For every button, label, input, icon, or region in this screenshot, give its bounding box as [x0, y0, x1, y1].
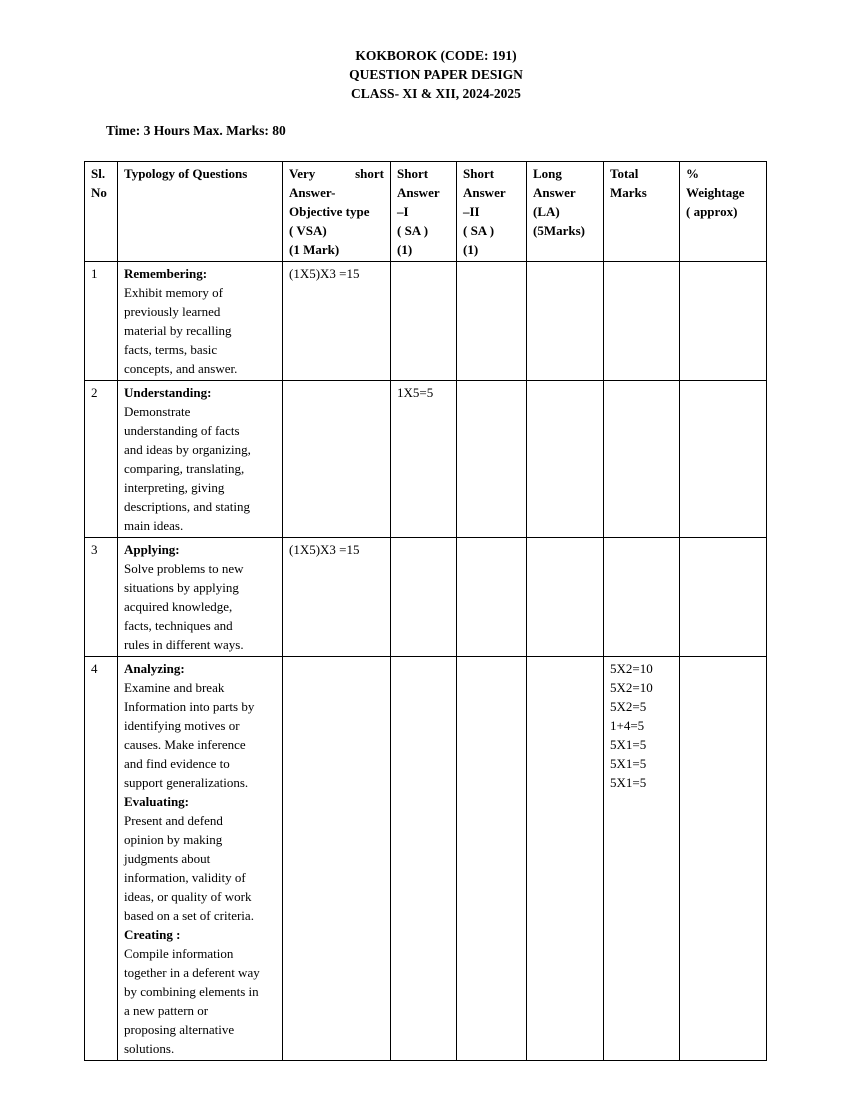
table-row	[85, 538, 767, 657]
cell-la	[527, 538, 604, 657]
header-la	[527, 162, 604, 262]
total-mark-entry: 1+4=5	[610, 718, 645, 733]
cell-typology	[118, 538, 283, 657]
header-line: Short	[397, 166, 429, 181]
cell-sl: 2	[85, 381, 118, 538]
header-line: (5Marks)	[533, 223, 585, 238]
cell-la	[527, 657, 604, 1061]
cell-sl: 3	[85, 538, 118, 657]
category-description-line: causes. Make inference	[124, 737, 246, 752]
cell-la	[527, 381, 604, 538]
category-description-line: opinion by making	[124, 832, 223, 847]
total-mark-entry: 5X2=5	[610, 699, 647, 714]
subject-title: KOKBOROK (CODE: 191)	[355, 48, 517, 63]
total-mark-entry: 5X2=10	[610, 661, 653, 676]
cell-total	[604, 381, 680, 538]
header-line: Weightage	[686, 185, 745, 200]
table-row	[85, 381, 767, 538]
cell-la	[527, 262, 604, 381]
category-description-line: together in a deferent way	[124, 965, 260, 980]
category-description-line: based on a set of criteria.	[124, 908, 254, 923]
header-typology	[118, 162, 283, 262]
header-line: Very short	[289, 166, 384, 181]
cell-total	[604, 538, 680, 657]
cell-sa1	[391, 262, 457, 381]
category-description-line: Present and defend	[124, 813, 223, 828]
total-mark-entry: 5X1=5	[610, 737, 647, 752]
category-description-line: understanding of facts	[124, 423, 240, 438]
header-line: (1)	[463, 242, 479, 257]
cell-sa2	[457, 657, 527, 1061]
header-line: ( SA )	[397, 223, 429, 238]
category-description-line: Exhibit memory of	[124, 285, 223, 300]
header-line: Answer-	[289, 185, 336, 200]
category-description-line: a new pattern or	[124, 1003, 209, 1018]
header-line: Answer	[533, 185, 576, 200]
category-description-line: solutions.	[124, 1041, 175, 1056]
header-line: ( approx)	[686, 204, 738, 219]
cell-typology	[118, 262, 283, 381]
category-description-line: by combining elements in	[124, 984, 259, 999]
header-line: Answer	[463, 185, 506, 200]
category-description-line: acquired knowledge,	[124, 599, 233, 614]
header-line: Sl.	[91, 166, 106, 181]
cell-total	[604, 657, 680, 1061]
cell-weightage	[680, 381, 767, 538]
cell-typology	[118, 657, 283, 1061]
header-line: %	[686, 166, 699, 181]
cell-vsa: (1X5)X3 =15	[283, 538, 391, 657]
header-line: Total	[610, 166, 639, 181]
category-description-line: main ideas.	[124, 518, 184, 533]
category-title: Analyzing:	[124, 661, 185, 676]
header-vsa	[283, 162, 391, 262]
category-description-line: Compile information	[124, 946, 234, 961]
cell-sa2	[457, 262, 527, 381]
category-description-line: concepts, and answer.	[124, 361, 238, 376]
header-line: (LA)	[533, 204, 560, 219]
time-and-marks: Time: 3 Hours Max. Marks: 80	[106, 123, 286, 138]
category-description-line: facts, terms, basic	[124, 342, 218, 357]
category-description-line: proposing alternative	[124, 1022, 235, 1037]
category-description-line: facts, techniques and	[124, 618, 233, 633]
document-header	[0, 46, 850, 103]
header-total-marks	[604, 162, 680, 262]
cell-vsa	[283, 657, 391, 1061]
total-mark-entry: 5X1=5	[610, 756, 647, 771]
category-description-line: comparing, translating,	[124, 461, 245, 476]
cell-vsa	[283, 381, 391, 538]
cell-vsa: (1X5)X3 =15	[283, 262, 391, 381]
header-line: Long	[533, 166, 562, 181]
category-description-line: and ideas by organizing,	[124, 442, 251, 457]
category-title: Applying:	[124, 542, 180, 557]
category-description-line: and find evidence to	[124, 756, 230, 771]
header-line: Marks	[610, 185, 647, 200]
header-line: Typology of Questions	[124, 166, 248, 181]
header-sl-no	[85, 162, 118, 262]
category-description-line: Examine and break	[124, 680, 225, 695]
header-line: –I	[397, 204, 409, 219]
cell-sl: 4	[85, 657, 118, 1061]
category-title: Understanding:	[124, 385, 212, 400]
category-description-line: identifying motives or	[124, 718, 240, 733]
cell-weightage	[680, 262, 767, 381]
header-line: ( SA )	[463, 223, 495, 238]
table-header-row	[85, 162, 767, 262]
total-mark-entry: 5X1=5	[610, 775, 647, 790]
cell-weightage	[680, 538, 767, 657]
cell-total	[604, 262, 680, 381]
category-description-line: information, validity of	[124, 870, 246, 885]
header-line: Answer	[397, 185, 440, 200]
header-line: Objective type	[289, 204, 370, 219]
cell-sa1: 1X5=5	[391, 381, 457, 538]
category-description-line: Solve problems to new	[124, 561, 244, 576]
header-weightage	[680, 162, 767, 262]
cell-sa1	[391, 538, 457, 657]
header-line: ( VSA)	[289, 223, 327, 238]
cell-weightage	[680, 657, 767, 1061]
header-sa2	[457, 162, 527, 262]
table-row	[85, 657, 767, 1061]
category-description-line: ideas, or quality of work	[124, 889, 252, 904]
category-description-line: interpreting, giving	[124, 480, 225, 495]
class-session: CLASS- XI & XII, 2024-2025	[351, 86, 521, 101]
cell-sa2	[457, 538, 527, 657]
question-design-table	[84, 161, 767, 1061]
table-row	[85, 262, 767, 381]
paper-title: QUESTION PAPER DESIGN	[349, 67, 523, 82]
category-description-line: rules in different ways.	[124, 637, 244, 652]
header-sa1	[391, 162, 457, 262]
cell-sa1	[391, 657, 457, 1061]
category-description-line: judgments about	[124, 851, 211, 866]
header-line: No	[91, 185, 107, 200]
category-description-line: Information into parts by	[124, 699, 255, 714]
category-description-line: support generalizations.	[124, 775, 249, 790]
category-description-line: situations by applying	[124, 580, 239, 595]
category-title: Evaluating:	[124, 794, 190, 809]
header-line: (1)	[397, 242, 413, 257]
category-title: Remembering:	[124, 266, 208, 281]
category-title: Creating :	[124, 927, 181, 942]
header-line: (1 Mark)	[289, 242, 340, 257]
header-line: Short	[463, 166, 495, 181]
header-line: –II	[463, 204, 480, 219]
cell-typology	[118, 381, 283, 538]
cell-sa2	[457, 381, 527, 538]
category-description-line: material by recalling	[124, 323, 232, 338]
category-description-line: Demonstrate	[124, 404, 191, 419]
category-description-line: previously learned	[124, 304, 221, 319]
cell-sl: 1	[85, 262, 118, 381]
total-mark-entry: 5X2=10	[610, 680, 653, 695]
category-description-line: descriptions, and stating	[124, 499, 251, 514]
